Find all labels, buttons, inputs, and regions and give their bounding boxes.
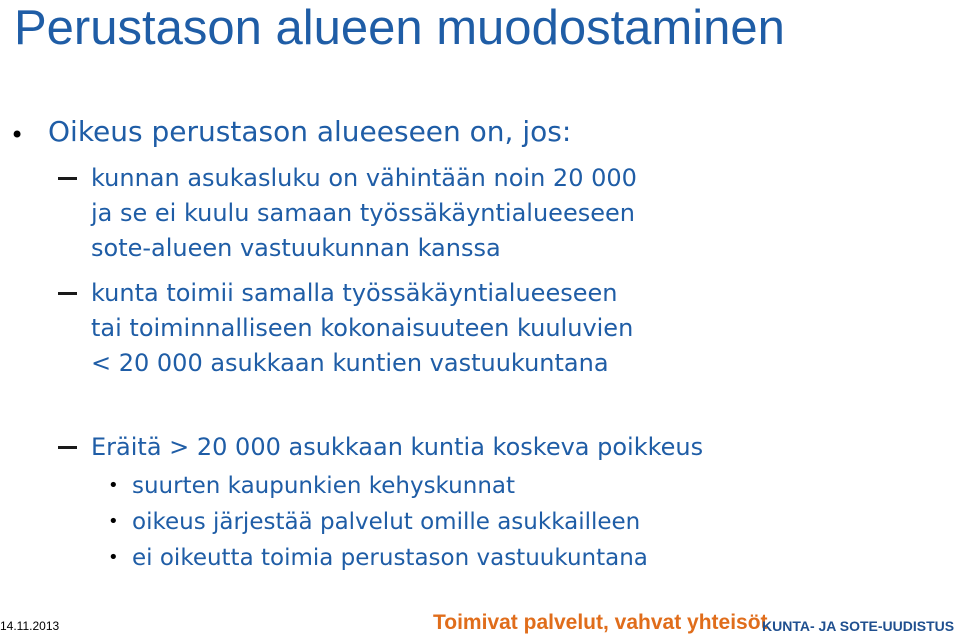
bullet-icon: • — [108, 547, 119, 568]
footer-slogan: Toimivat palvelut, vahvat yhteisöt — [433, 611, 768, 634]
condition-2 — [58, 277, 938, 379]
slide-title: Perustason alueen muodostaminen — [14, 1, 785, 55]
exception-heading: Eräitä > 20 000 asukkaan kuntia koskeva poikkeus — [91, 433, 704, 461]
condition-1-line-3: sote-alueen vastuukunnan kanssa — [91, 234, 501, 262]
main-point — [10, 112, 910, 152]
exception-item-1-text: suurten kaupunkien kehyskunnat — [132, 473, 516, 499]
exception-item-2 — [108, 504, 928, 540]
condition-2-line-3: < 20 000 asukkaan kuntien vastuukuntana — [91, 349, 609, 377]
bullet-icon: • — [108, 475, 119, 496]
condition-1-line-2: ja se ei kuulu samaan työssäkäyntialueeseen — [91, 199, 635, 227]
exception-item-2-text: oikeus järjestää palvelut omille asukkailleen — [132, 509, 641, 535]
bullet-icon: • — [10, 121, 25, 149]
exception — [58, 431, 938, 465]
condition-2-line-1: kunta toimii samalla työssäkäyntialueeseen — [91, 279, 618, 307]
footer-date: 14.11.2013 — [0, 619, 60, 633]
exception-item-3-text: ei oikeutta toimia perustason vastuukuntana — [132, 545, 648, 571]
exception-item-3 — [108, 540, 928, 576]
main-point-text: Oikeus perustason alueeseen on, jos: — [48, 115, 572, 148]
condition-1 — [58, 162, 938, 264]
dash-icon — [58, 446, 77, 449]
dash-icon — [58, 292, 77, 295]
bullet-icon: • — [108, 511, 119, 532]
condition-2-line-2: tai toiminnalliseen kokonaisuuteen kuuluvien — [91, 314, 634, 342]
exception-item-1 — [108, 468, 928, 504]
condition-1-line-1: kunnan asukasluku on vähintään noin 20 000 — [91, 164, 637, 192]
footer-brand-logo: KUNTA- JA SOTE-UUDISTUS — [762, 618, 955, 634]
dash-icon — [58, 177, 77, 180]
